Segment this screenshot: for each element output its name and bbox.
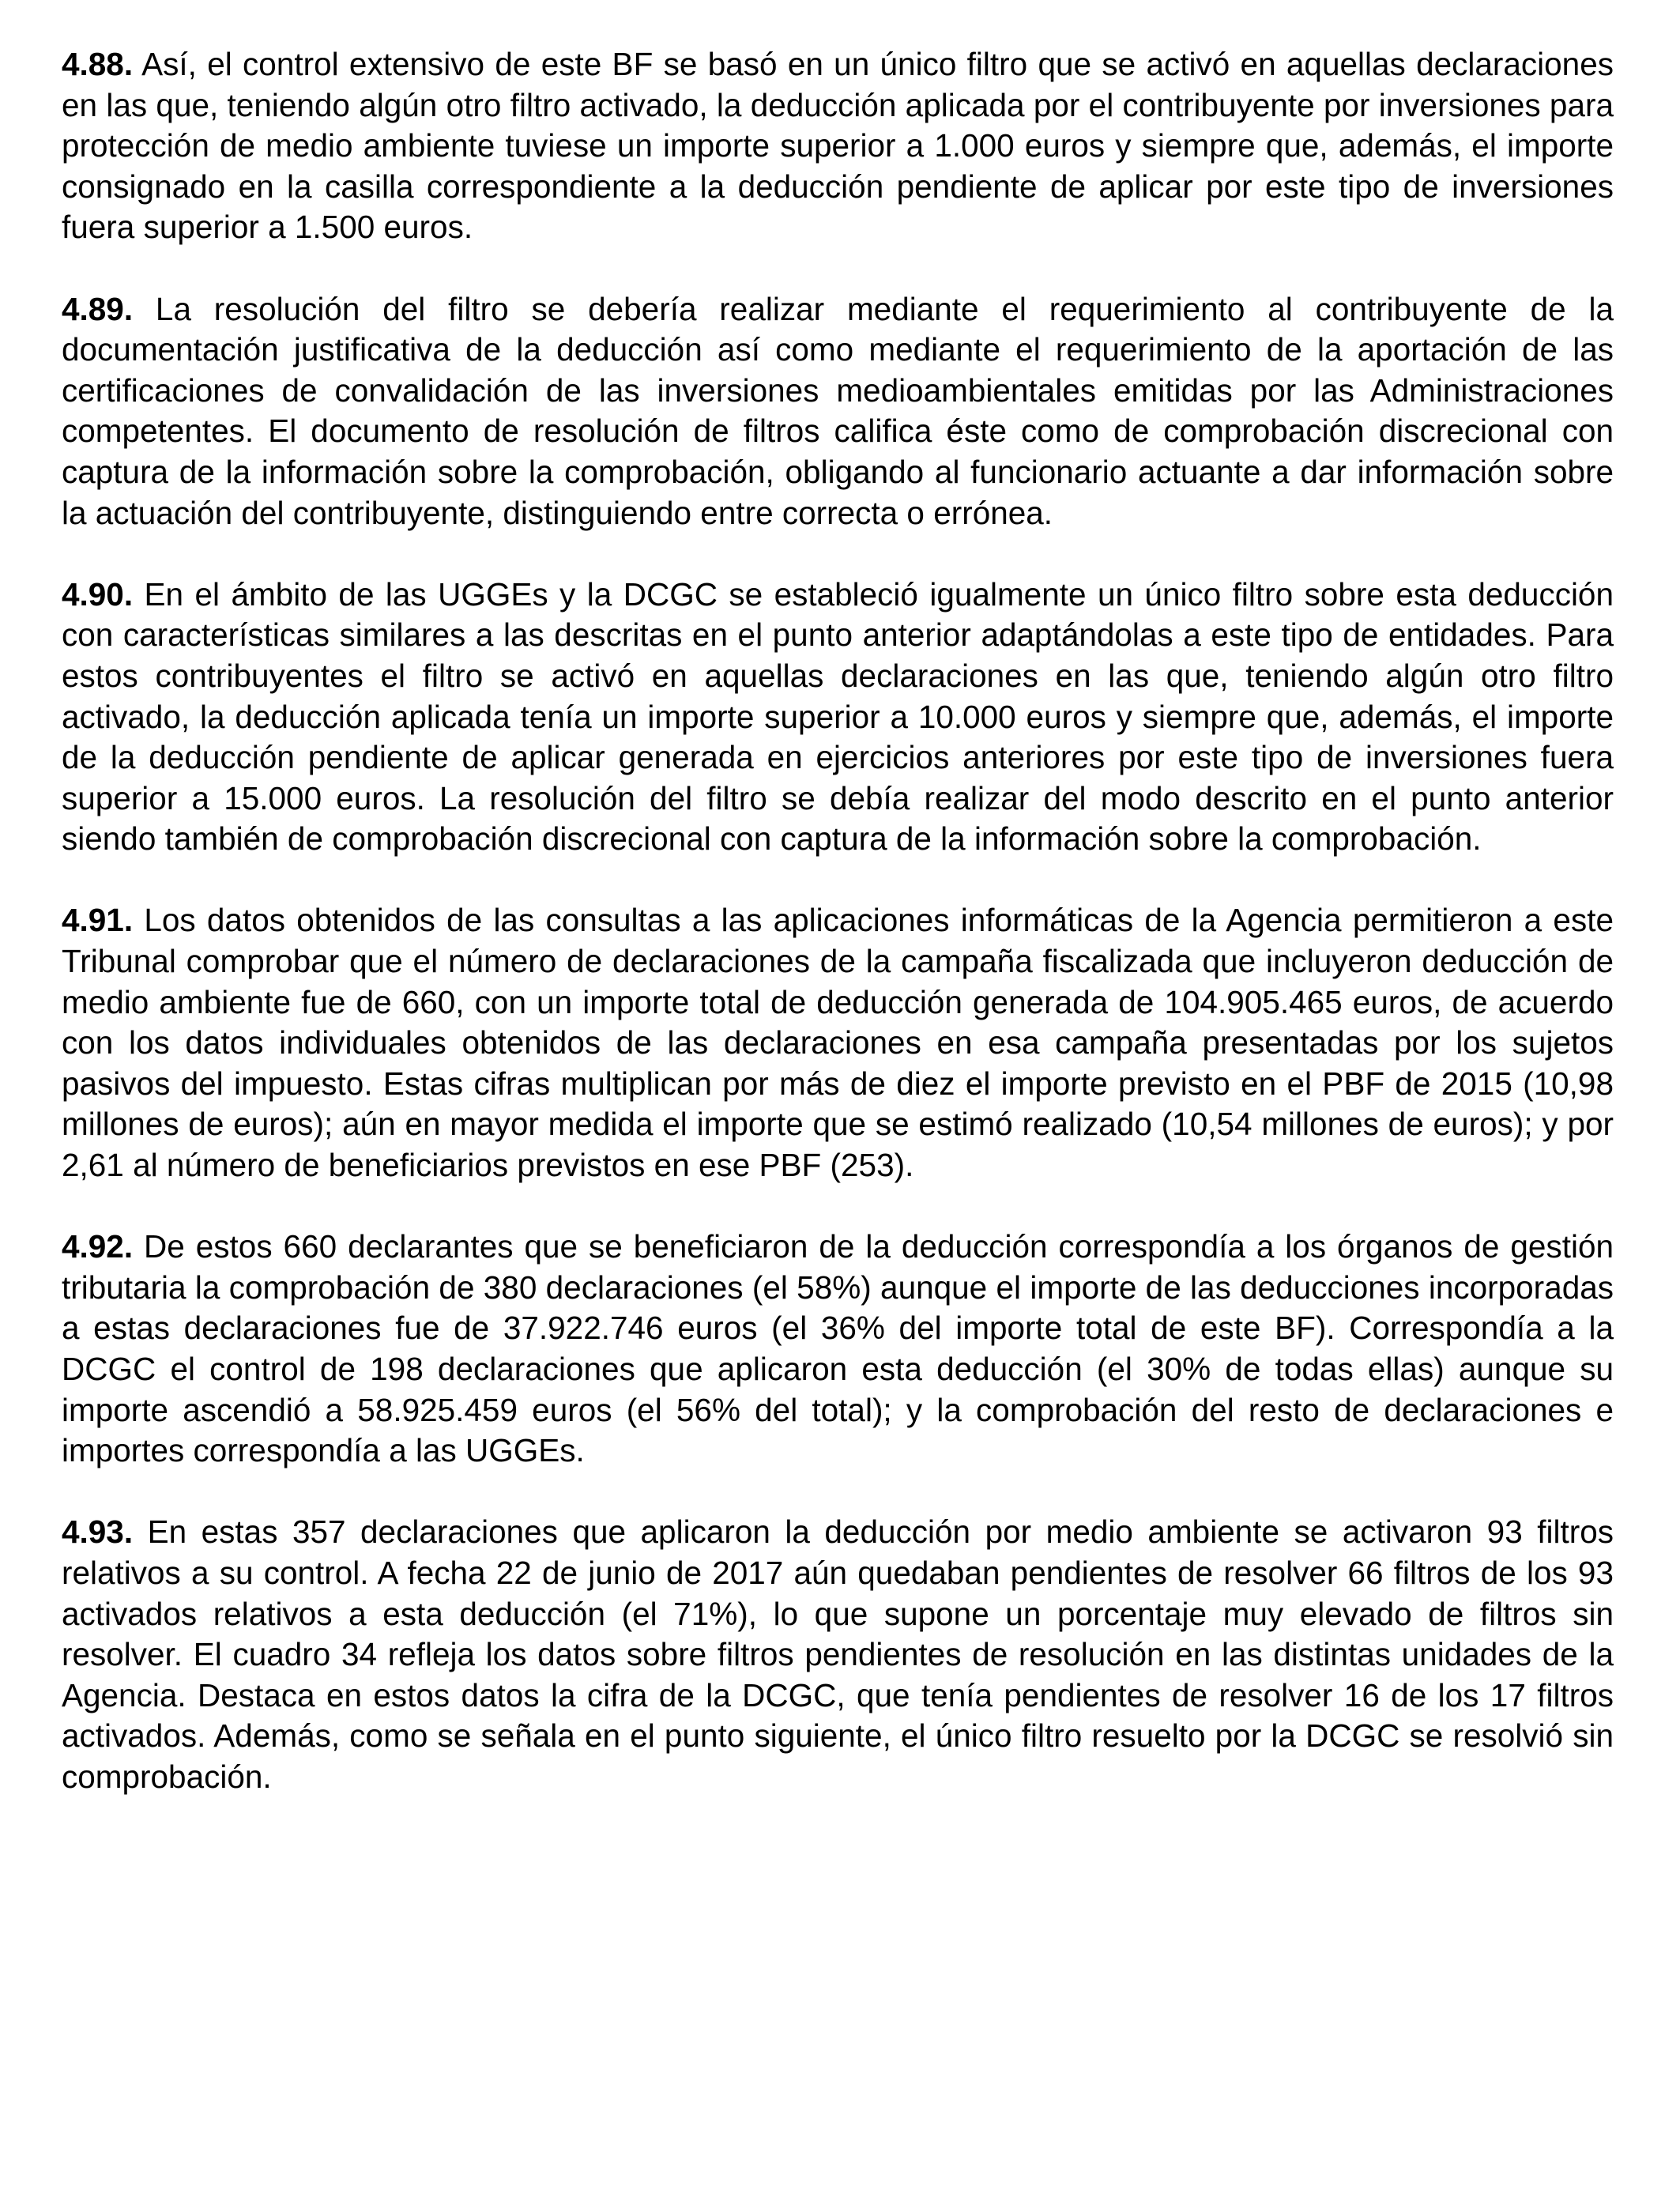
paragraph-number: 4.89. [62,290,134,327]
document-page [62,44,1614,1838]
paragraph-4-91 [62,900,1614,1186]
paragraph-number: 4.92. [62,1228,134,1265]
paragraph-number: 4.93. [62,1514,134,1551]
paragraph-text: En el ámbito de las UGGEs y la DCGC se estableció igualmente un único filtro sobre esta deducción con características similares a las descritas en el punto anterior adaptándolas a este tipo de entidades. Para estos contribuyentes el filtro se activó en aquellas declaraciones en las que, teniendo algún otro filtro activado, la deducción aplicada tenía un importe superior a 10.000 euros y siempre que, además, el importe de la deducción pendiente de aplicar generada en ejercicios anteriores por este tipo de inversiones fuera superior a 15.000 euros. La resolución del filtro se debía realizar del modo descrito en el punto anterior siendo también de comprobación discrecional con captura de la información sobre la comprobación. [62,575,1614,858]
paragraph-text: De estos 660 declarantes que se beneficiaron de la deducción correspondía a los órganos de gestión tributaria la comprobación de 380 declaraciones (el 58%) aunque el importe de las deducciones incorporadas a estas declaraciones fue de 37.922.746 euros (el 36% del importe total de este BF). Correspondía a la DCGC el control de 198 declaraciones que aplicaron esta deducción (el 30% de todas ellas) aunque su importe ascendió a 58.925.459 euros (el 56% del total); y la comprobación del resto de declaraciones e importes correspondía a las UGGEs. [62,1228,1614,1469]
paragraph-4-93 [62,1512,1614,1797]
paragraph-4-88 [62,44,1614,248]
paragraph-number: 4.91. [62,902,134,939]
paragraph-text: En estas 357 declaraciones que aplicaron la deducción por medio ambiente se activaron 93 filtros relativos a su control. A fecha 22 de junio de 2017 aún quedaban pendientes de resolver 66 filtros de los 93 activados relativos a esta deducción (el 71%), lo que supone un porcentaje muy elevado de filtros sin resolver. El cuadro 34 refleja los datos sobre filtros pendientes de resolución en las distintas unidades de la Agencia. Destaca en estos datos la cifra de la DCGC, que tenía pendientes de resolver 16 de los 17 filtros activados. Además, como se señala en el punto siguiente, el único filtro resuelto por la DCGC se resolvió sin comprobación. [62,1514,1614,1795]
paragraph-4-90 [62,575,1614,860]
paragraph-number: 4.88. [62,46,134,82]
paragraph-number: 4.90. [62,575,134,613]
paragraph-4-92 [62,1227,1614,1472]
paragraph-text: Los datos obtenidos de las consultas a las aplicaciones informáticas de la Agencia permitieron a este Tribunal comprobar que el número de declaraciones de la campaña fiscalizada que incluyeron deducción de medio ambiente fue de 660, con un importe total de deducción generada de 104.905.465 euros, de acuerdo con los datos individuales obtenidos de las declaraciones en esa campaña presentadas por los sujetos pasivos del impuesto. Estas cifras multiplican por más de diez el importe previsto en el PBF de 2015 (10,98 millones de euros); aún en mayor medida el importe que se estimó realizado (10,54 millones de euros); y por 2,61 al número de beneficiarios previstos en ese PBF (253). [62,902,1614,1184]
paragraph-text: La resolución del filtro se debería realizar mediante el requerimiento al contribuyente de la documentación justificativa de la deducción así como mediante el requerimiento de la aportación de las certificaciones de convalidación de las inversiones medioambientales emitidas por las Administraciones competentes. El documento de resolución de filtros califica éste como de comprobación discrecional con captura de la información sobre la comprobación, obligando al funcionario actuante a dar información sobre la actuación del contribuyente, distinguiendo entre correcta o errónea. [62,290,1614,531]
paragraph-text: Así, el control extensivo de este BF se basó en un único filtro que se activó en aquellas declaraciones en las que, teniendo algún otro filtro activado, la deducción aplicada por el contribuyente por inversiones para protección de medio ambiente tuviese un importe superior a 1.000 euros y siempre que, además, el importe consignado en la casilla correspondiente a la deducción pendiente de aplicar por este tipo de inversiones fuera superior a 1.500 euros. [62,46,1614,246]
paragraph-4-89 [62,289,1614,534]
